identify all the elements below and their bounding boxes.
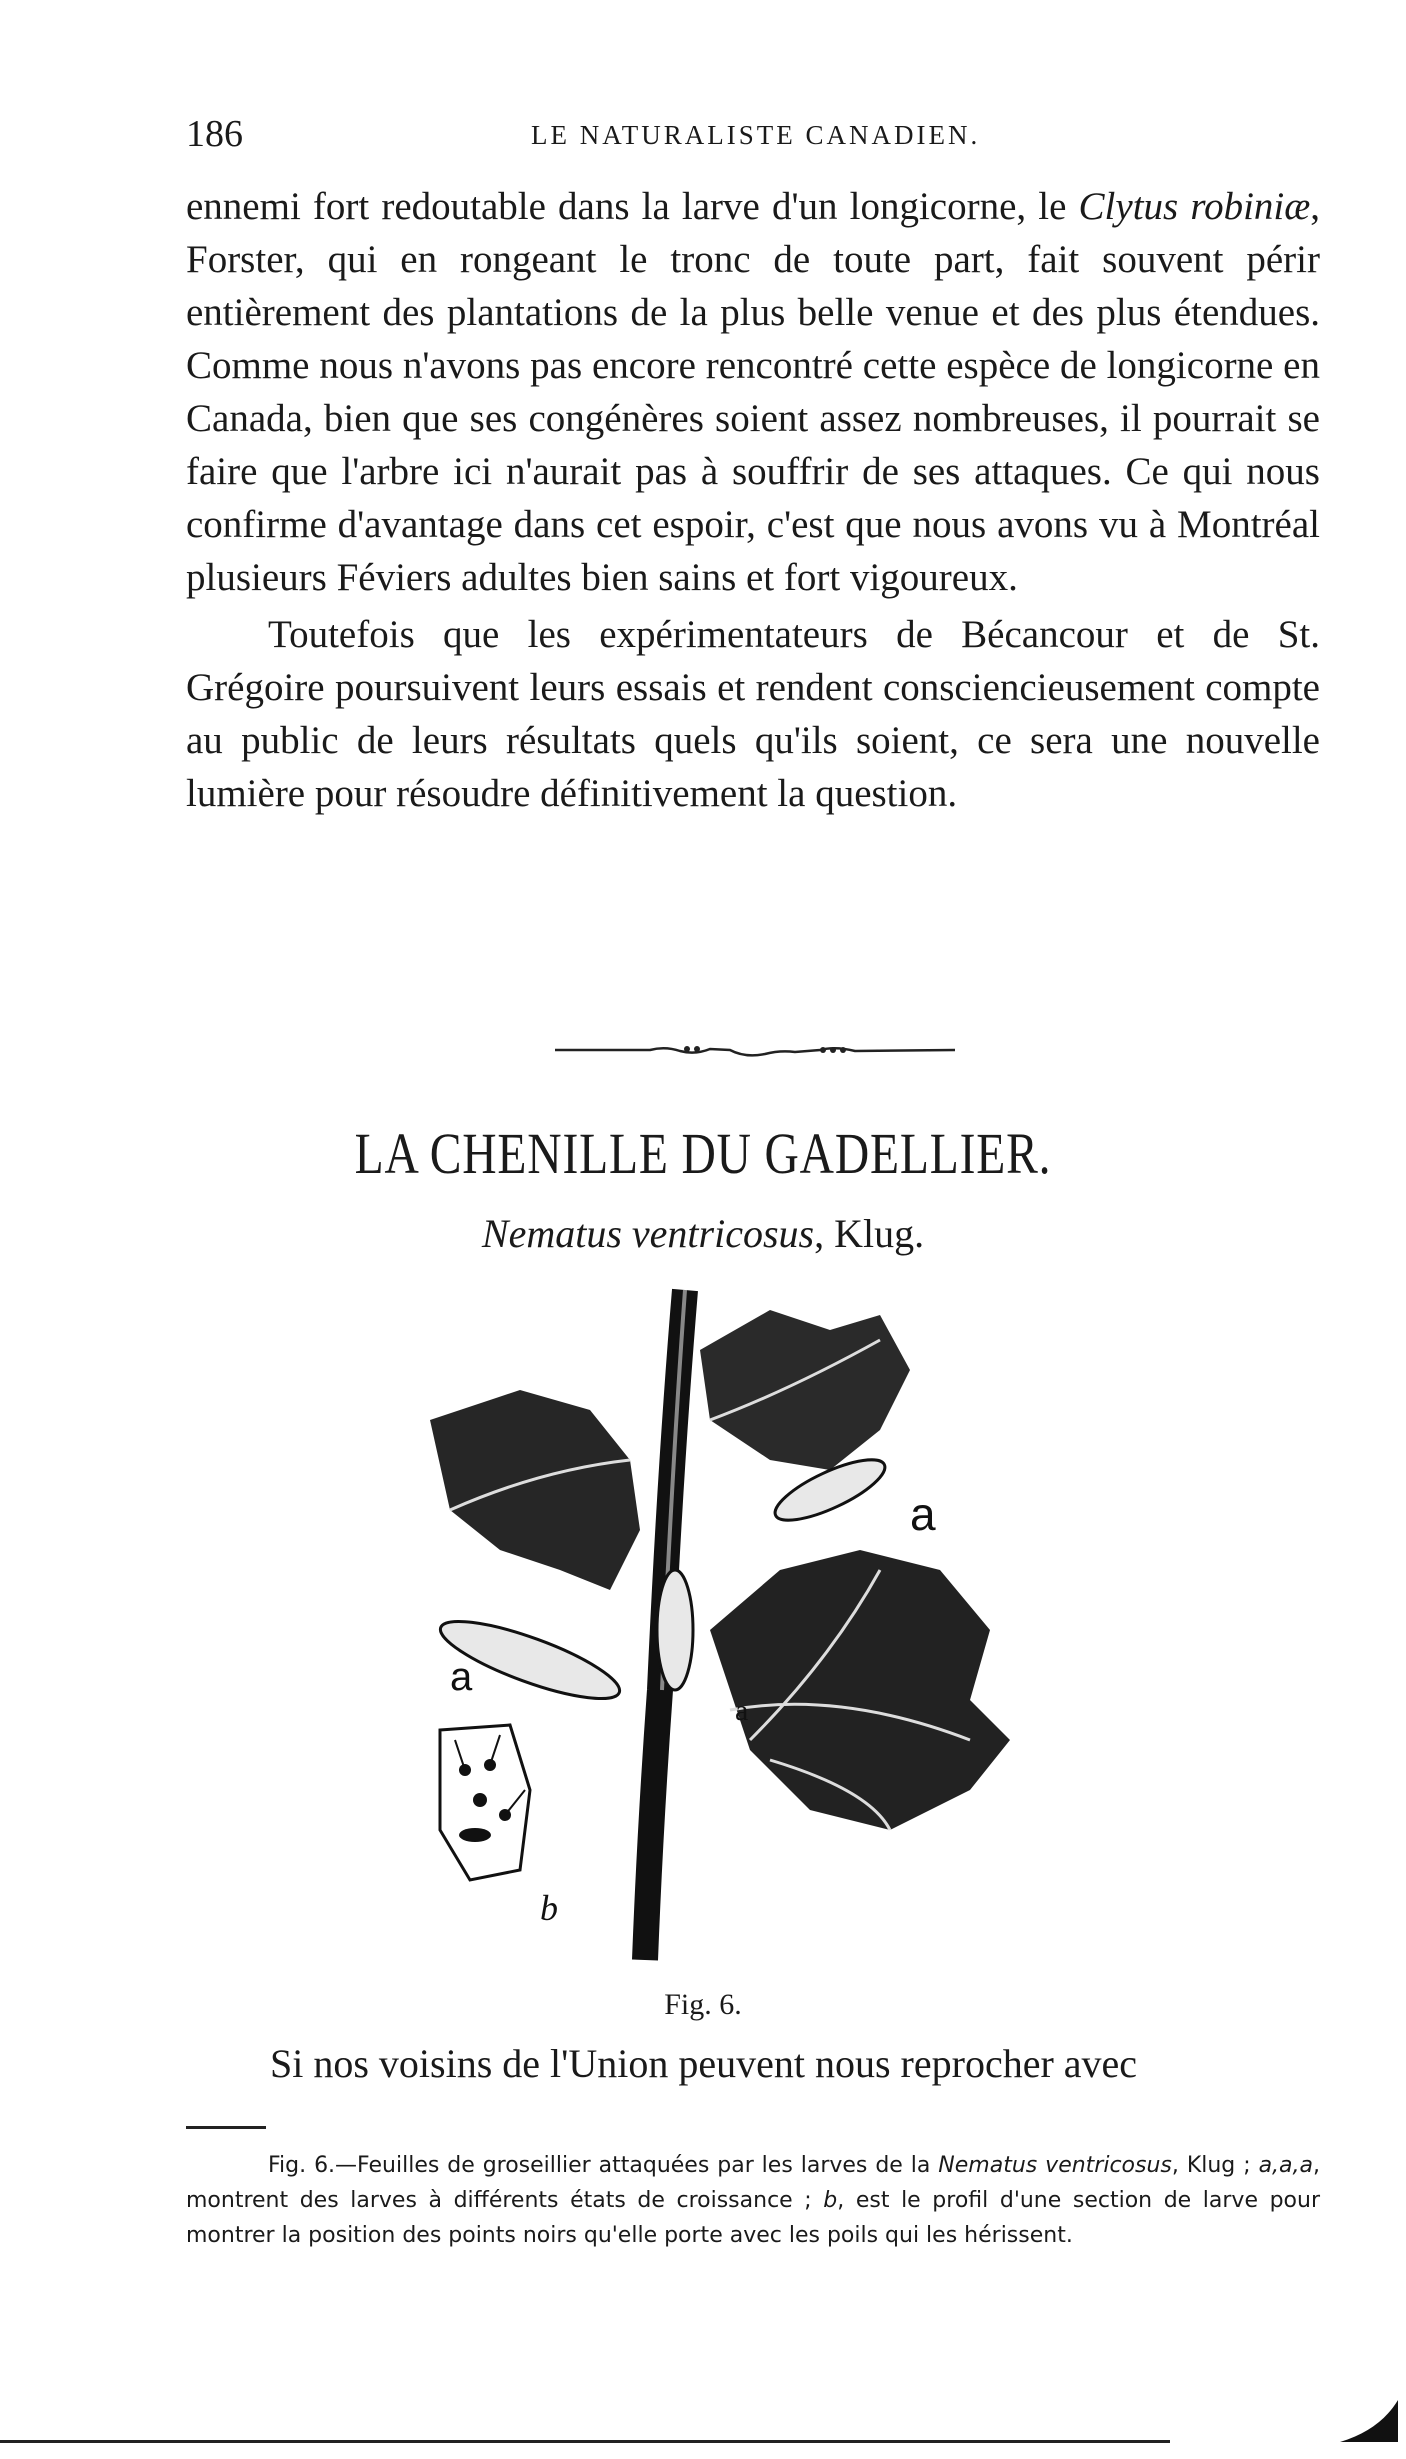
figure-label-b: b <box>540 1888 558 1928</box>
corner-mark <box>1340 2400 1400 2444</box>
running-title: LE NATURALISTE CANADIEN. <box>531 120 981 150</box>
article-title: LA CHENILLE DU GADELLIER. <box>354 1121 1052 1186</box>
figure-label-a: a <box>735 1694 749 1727</box>
bottom-rule <box>0 2440 1170 2443</box>
figure-label-a: a <box>910 1488 936 1540</box>
continuation-text: Si nos voisins de l'Union peuvent nous reprocher avec <box>270 2041 1138 2086</box>
footnote <box>186 2148 1320 2253</box>
page-number: 186 <box>186 113 243 155</box>
article-subtitle <box>0 1210 1406 1257</box>
species-name: Nematus ventricosus <box>481 1211 815 1256</box>
figure-illustration <box>410 1270 1050 1970</box>
species-author: , Klug. <box>814 1211 925 1256</box>
ornament-divider <box>555 1038 955 1062</box>
figure-caption-label: Fig. 6. <box>664 1988 742 2021</box>
species-name: Clytus robiniæ <box>1078 185 1311 228</box>
page-header <box>186 112 1326 162</box>
figure-label-a: a <box>450 1655 473 1699</box>
footnote-text: Fig. 6.—Feuilles de groseillier attaquées par les larves de la Nematus ventricosus, Klug ; a,a,a, montrent des larves à différents états de croissance ; b, est le profil d'une section de larve pour montrer la position des points noirs qu'elle porte avec les poils qui les hérissent. <box>186 2153 1320 2248</box>
footnote-rule <box>186 2126 266 2129</box>
paragraph-2: Toutefois que les expérimentateurs de Bécancour et de St. Grégoire poursuivent leurs essais et rendent consciencieusement compte au public de leurs résultats quels qu'ils soient, ce sera une nouvelle lumière pour résoudre définitivement la question. <box>186 613 1320 815</box>
body-text <box>186 180 1320 820</box>
paragraph-1: ennemi fort redoutable dans la larve d'un longicorne, le Clytus robiniæ, Forster, qui en rongeant le tronc de toute part, fait souvent périr entièrement des plantations de la plus belle venue et des plus étendues. Comme nous n'avons pas encore rencontré cette espèce de longicorne en Canada, bien que ses congénères soient assez nombreuses, il pourrait se faire que l'arbre ici n'aurait pas à souffrir de ses attaques. Ce qui nous confirme d'avantage dans cet espoir, c'est que nous avons vu à Montréal plusieurs Féviers adultes bien sains et fort vigoureux. <box>186 185 1321 599</box>
